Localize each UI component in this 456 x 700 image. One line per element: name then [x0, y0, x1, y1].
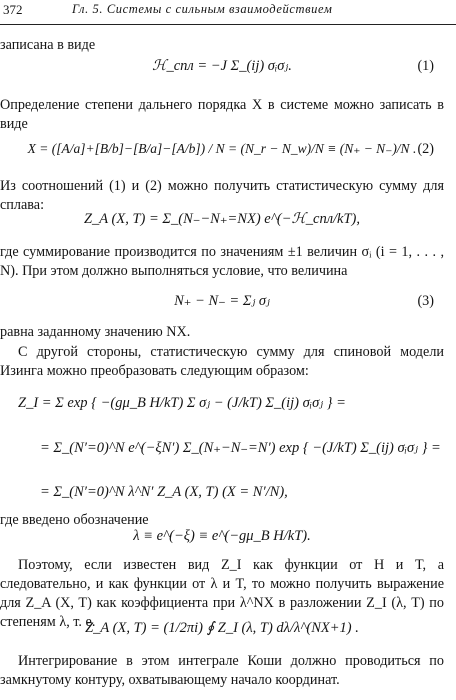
equation-1-formula: ℋ_спл = −J Σ_(ij) σᵢσⱼ.: [152, 58, 292, 74]
equation-lambda-formula: λ ≡ e^(−ξ) ≡ e^(−gμ_B H/kT).: [133, 528, 311, 544]
equation-3-number: (3): [417, 293, 434, 309]
equation-2-number: (2): [417, 141, 434, 157]
equation-1-number: (1): [417, 58, 434, 74]
paragraph-summation: где суммирование производится по значениям ±1 величин σᵢ (i = 1, . . . , N). При этом должно выполняться условие, что величина: [0, 244, 444, 279]
equation-zi-line1: [18, 395, 456, 425]
equation-zi-line1-formula: Z_I = Σ exp { −(gμ_B H/kT) Σ σⱼ − (J/kT) Σ_(ij) σᵢσⱼ } =: [18, 395, 346, 411]
equation-cauchy-formula: Z_A (X, T) = (1/2πi) ∮ Z_I (λ, T) dλ/λ^(NX+1) .: [85, 620, 359, 636]
paragraph-expansion: Поэтому, если известен вид Z_I как функции от H и T, а следовательно, и как функции от λ и T, то можно получить выражение для Z_A (X, T) как коэффициента при λ^NX в разложении Z_I (λ, T) по степеням λ, т. е.: [0, 557, 444, 630]
equation-za: [0, 211, 444, 241]
equation-1: [0, 58, 444, 88]
paragraph-ising-model: С другой стороны, статистическую сумму для спиновой модели Изинга можно преобразовать следующим образом:: [0, 344, 444, 379]
equation-3-formula: N₊ − N₋ = Σⱼ σⱼ: [174, 293, 270, 309]
paragraph-given-value: равна заданному значению NX.: [0, 324, 191, 340]
equation-za-formula: Z_A (X, T) = Σ_(N₋−N₊=NX) e^(−ℋ_спл/kT),: [83, 211, 361, 227]
equation-3: [0, 293, 444, 323]
equation-zi-line3-formula: = Σ_(N′=0)^N λ^N′ Z_A (X, T) (X = N′/N),: [40, 484, 288, 500]
equation-2-formula: X = ([A/a]+[B/b]−[B/a]−[A/b]) / N = (N_r − N_w)/N ≡ (N₊ − N₋)/N .: [27, 141, 417, 156]
equation-zi-line2: [40, 440, 456, 470]
paragraph-cauchy-contour: Интегрирование в этом интеграле Коши должно проводиться по замкнутому контуру, охватывающему начало координат.: [0, 653, 444, 688]
paragraph-order-definition: Определение степени дальнего порядка X в системе можно записать в виде: [0, 97, 444, 132]
running-title: Гл. 5. Системы с сильным взаимодействием: [72, 2, 333, 16]
paragraph-intro: записана в виде: [0, 37, 96, 53]
equation-lambda: [0, 528, 444, 554]
paragraph-notation: где введено обозначение: [0, 512, 149, 528]
equation-zi-line2-formula: = Σ_(N′=0)^N e^(−ξN′) Σ_(N₊−N₋=N′) exp { −(J/kT) Σ_(ij) σᵢσⱼ } =: [40, 440, 441, 456]
header-rule: [0, 24, 456, 25]
page-number: 372: [3, 2, 23, 17]
equation-cauchy: [0, 620, 444, 654]
page-header: [0, 2, 456, 24]
equation-zi-line3: [40, 484, 456, 514]
paragraph-alloy-sum: Из соотношений (1) и (2) можно получить статистическую сумму для сплава:: [0, 178, 444, 213]
